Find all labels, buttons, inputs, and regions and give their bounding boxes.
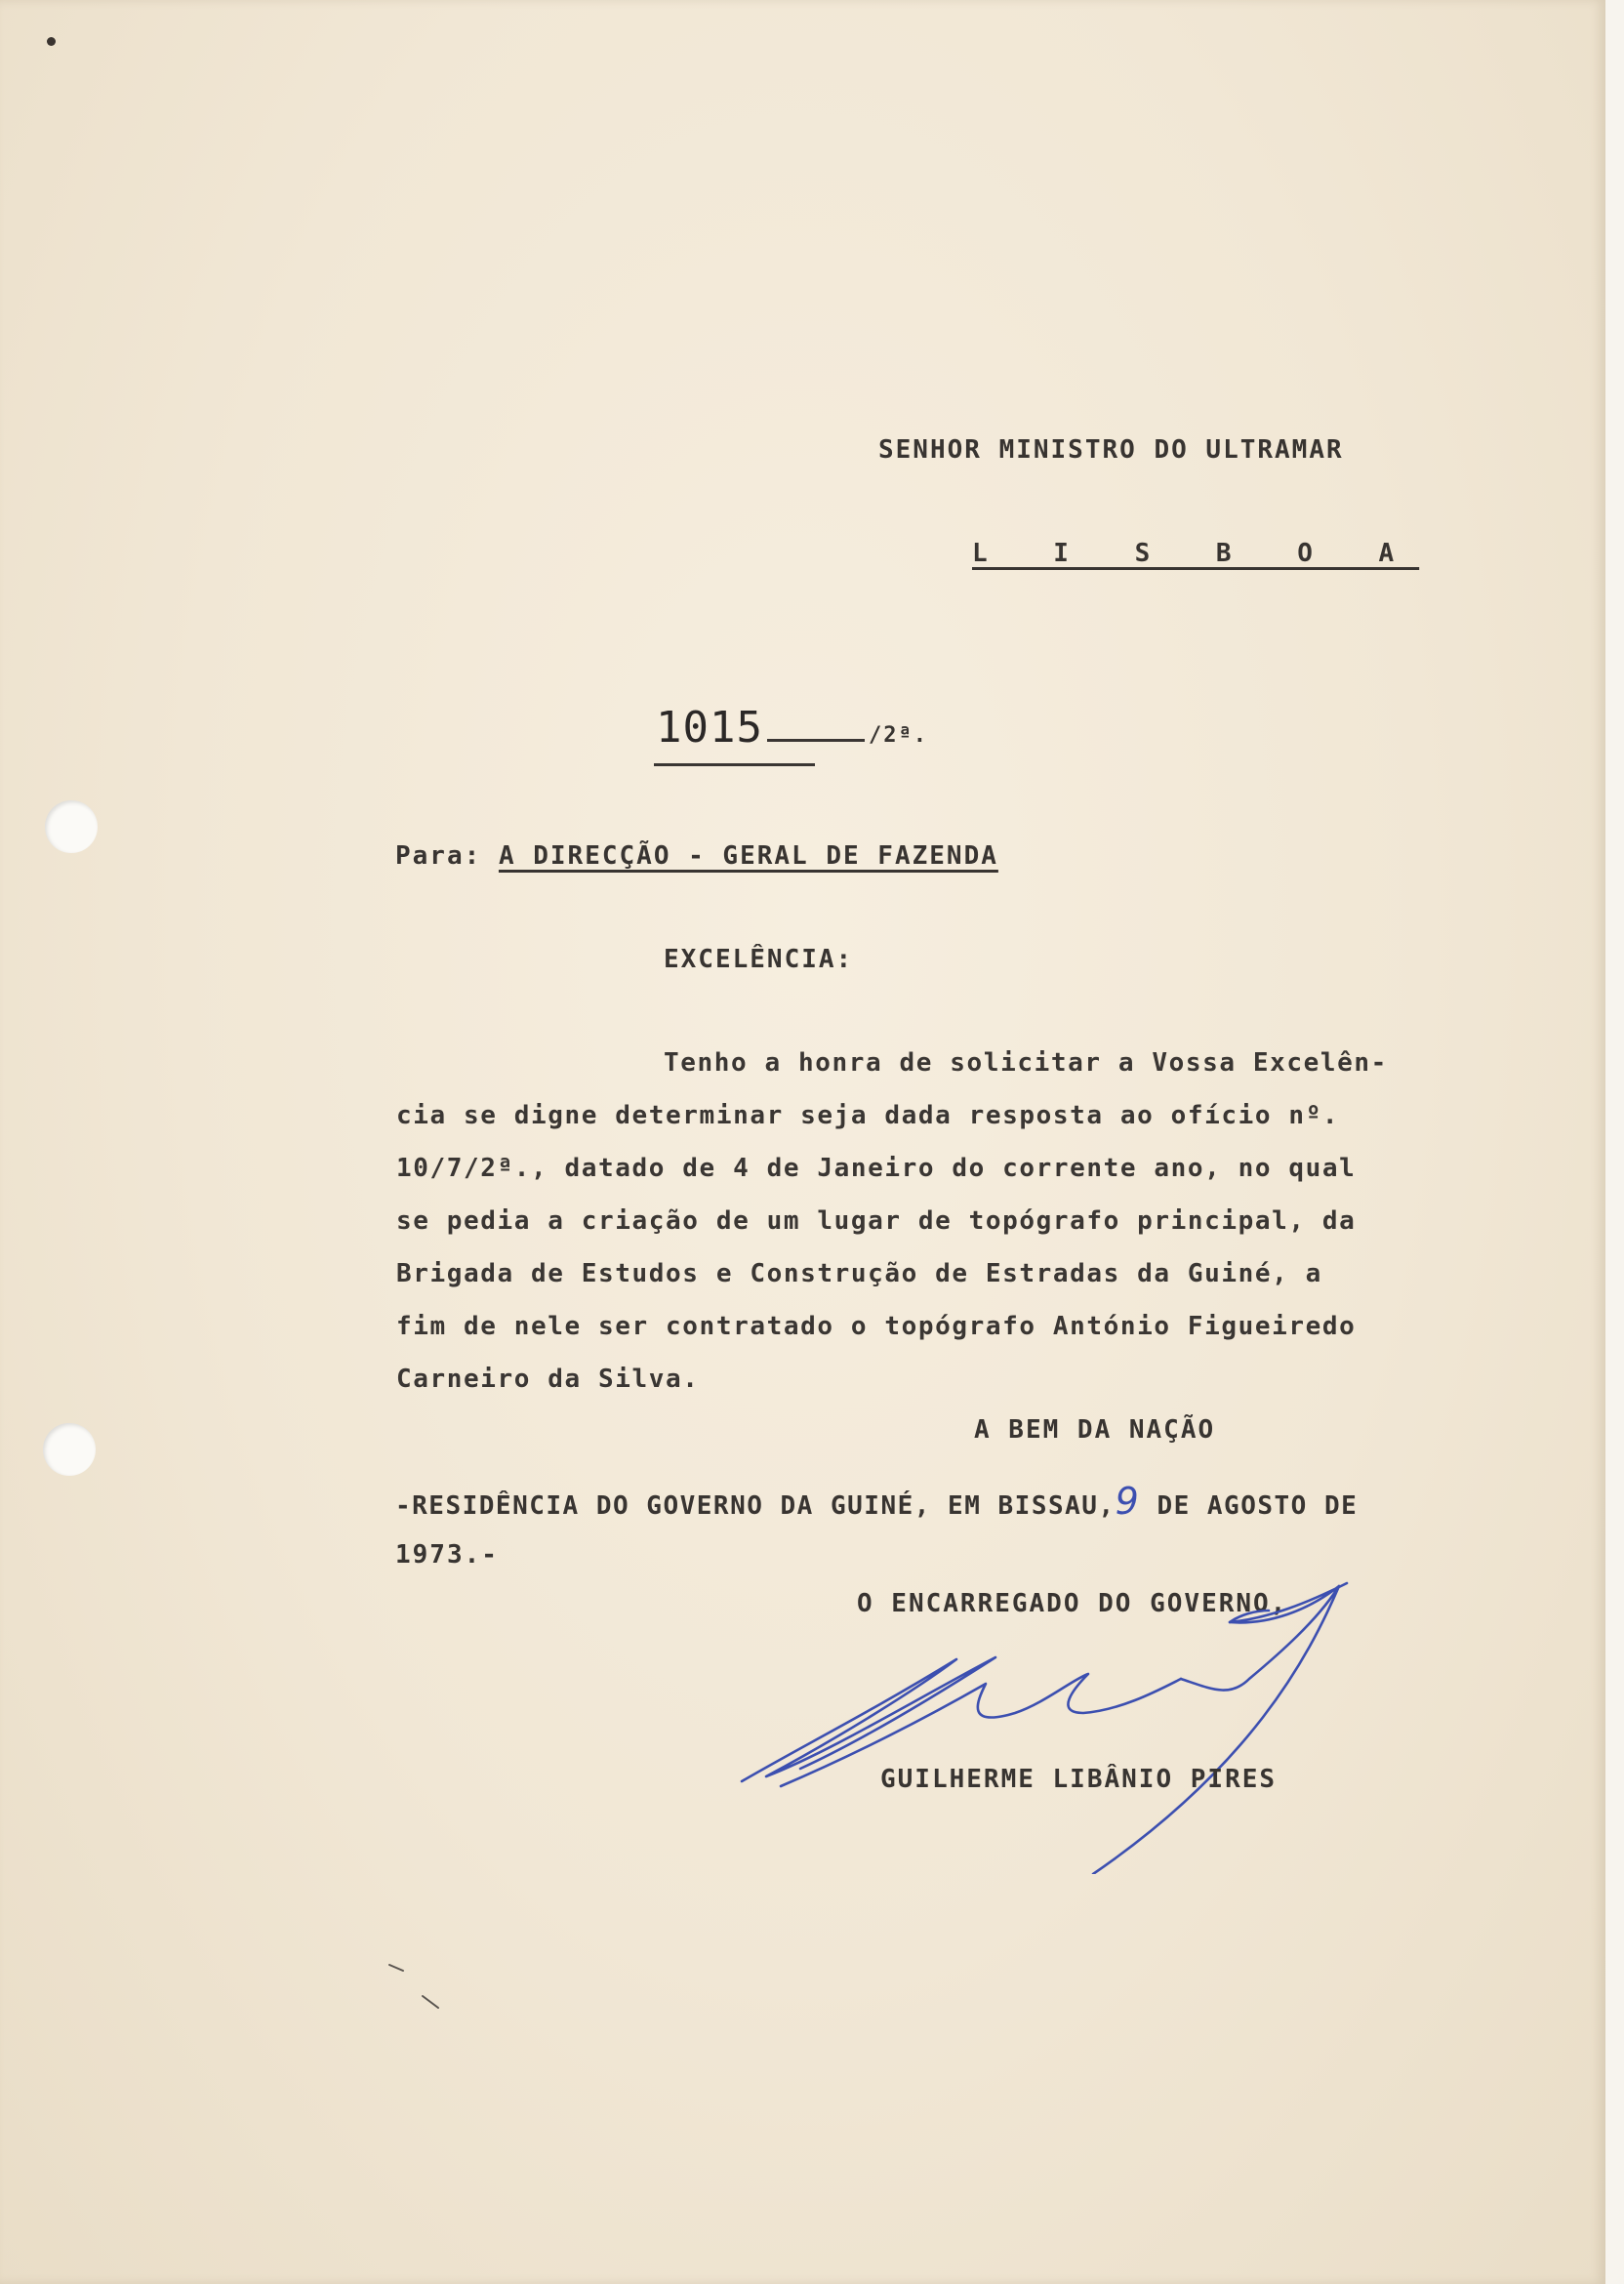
body-line: fim de nele ser contratado o topógrafo António Figueiredo <box>396 1312 1357 1341</box>
recipient-name: A DIRECÇÃO - GERAL DE FAZENDA <box>498 841 998 871</box>
place-date-suffix: DE AGOSTO DE <box>1157 1491 1359 1521</box>
reference-suffix: /2ª. <box>868 723 928 748</box>
place-date-line <box>395 1480 1358 1523</box>
body-line: se pedia a criação de um lugar de topógrafo principal, da <box>396 1206 1357 1236</box>
recipient-label: Para: <box>395 841 482 871</box>
closing: A BEM DA NAÇÃO <box>974 1415 1216 1445</box>
addressee: SENHOR MINISTRO DO ULTRAMAR <box>878 435 1344 465</box>
recipient-line <box>395 841 998 871</box>
reference-number: 1015 <box>656 703 763 753</box>
city: L I S B O A <box>972 539 1420 568</box>
body-line: cia se digne determinar seja dada resposta ao ofício nº. <box>396 1101 1340 1130</box>
body-line: Carneiro da Silva. <box>396 1365 700 1394</box>
ink-speck <box>47 37 56 46</box>
body-line: 10/7/2ª., datado de 4 de Janeiro do corrente ano, no qual <box>396 1154 1357 1183</box>
paper-edge <box>1605 0 1624 2284</box>
pencil-tick-mark <box>386 1957 444 2016</box>
signatory-name: GUILHERME LIBÂNIO PIRES <box>880 1765 1278 1794</box>
place-date-prefix: -RESIDÊNCIA DO GOVERNO DA GUINÉ, EM BISSAU, <box>395 1491 1116 1521</box>
salutation: EXCELÊNCIA: <box>664 945 854 974</box>
body-line: Brigada de Estudos e Construção de Estradas da Guiné, a <box>396 1259 1322 1288</box>
reference-line <box>656 703 928 753</box>
body-line: Tenho a honra de solicitar a Vossa Excelên- <box>664 1048 1388 1078</box>
handwritten-day: 9 <box>1115 1480 1141 1523</box>
year: 1973.- <box>395 1540 499 1570</box>
reference-underline <box>654 763 815 766</box>
punch-hole-top <box>45 800 98 853</box>
signature-scribble <box>722 1542 1366 1874</box>
punch-hole-bottom <box>43 1423 96 1476</box>
signatory-title: O ENCARREGADO DO GOVERNO, <box>857 1589 1288 1618</box>
reference-blank <box>767 735 865 742</box>
